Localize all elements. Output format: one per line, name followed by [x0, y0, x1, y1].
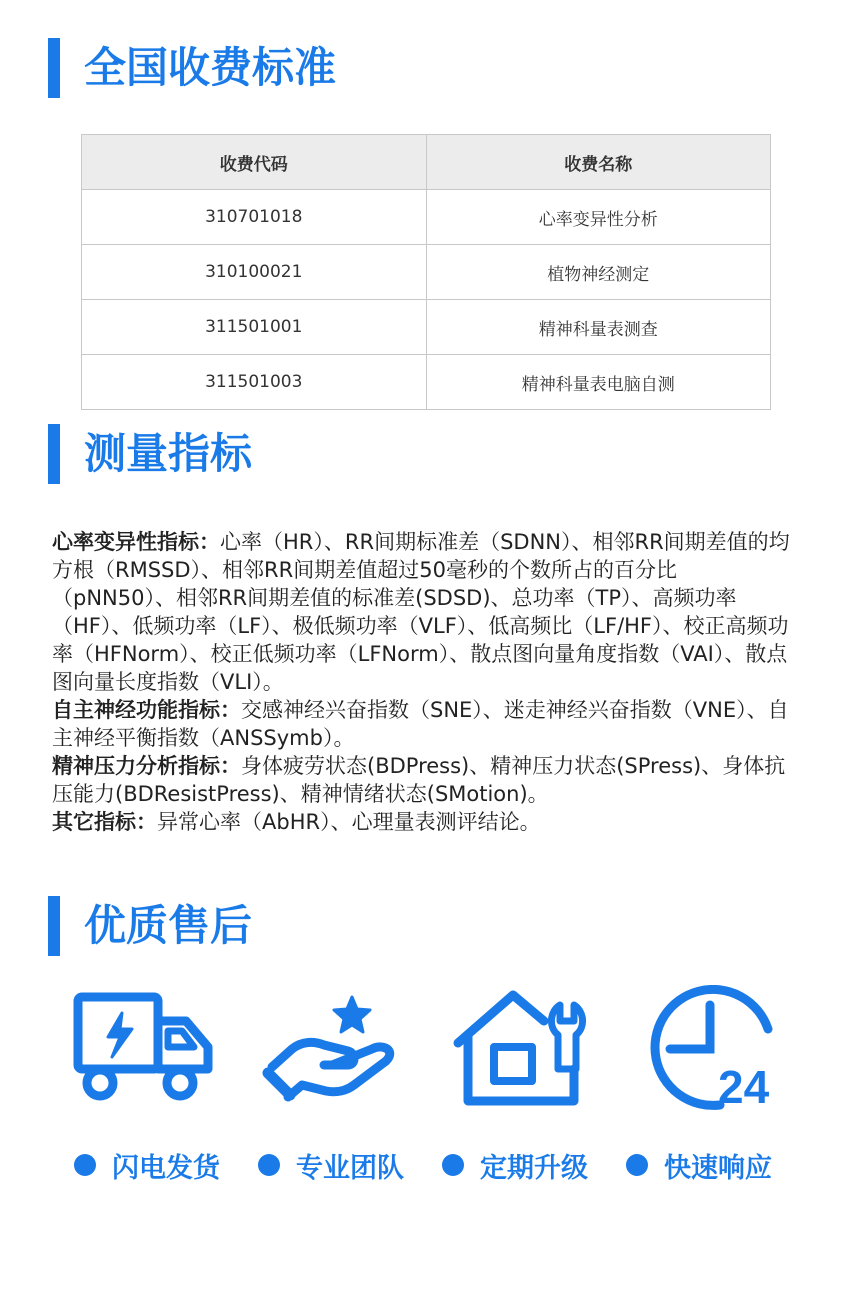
bullet-dot [442, 1154, 464, 1176]
fee-code-cell: 310100021 [82, 245, 427, 300]
indicator-label: 自主神经功能指标： [52, 698, 241, 722]
section-accent-bar [48, 38, 60, 98]
fee-code-cell: 311501003 [82, 355, 427, 410]
section-accent-bar [48, 896, 60, 956]
feature-item-team [258, 1140, 404, 1190]
delivery-truck-icon [68, 985, 218, 1115]
column-header-name: 收费名称 [426, 135, 771, 190]
bullet-dot [74, 1154, 96, 1176]
service-icon-row [0, 985, 860, 1115]
indicator-list [52, 528, 792, 836]
bullet-dot [258, 1154, 280, 1176]
table-row [82, 300, 771, 355]
fee-code-cell: 310701018 [82, 190, 427, 245]
indicator-text: 交感神经兴奋指数（SNE）、迷走神经兴奋指数（VNE）、自主神经平衡指数（ANSSymb）。 [52, 698, 789, 750]
service-feature-row [0, 1140, 860, 1190]
indicator-paragraph [52, 752, 792, 808]
indicator-paragraph [52, 696, 792, 752]
indicator-text: 心率（HR）、RR间期标准差（SDNN）、相邻RR间期差值的均方根（RMSSD）、相邻RR间期差值超过50毫秒的个数所占的百分比（pNN50）、相邻RR间期差值的标准差(SDSD)、总功率（TP）、高频功率（HF）、低频功率（LF）、极低频功率（VLF）、低高频比（LF/HF）、校正高频功率（HFNorm）、校正低频功率（LFNorm）、散点图向量角度指数（VAI）、散点图向量长度指数（VLI）。 [52, 530, 790, 694]
indicator-label: 精神压力分析指标： [52, 754, 241, 778]
table-row [82, 190, 771, 245]
fee-name-cell: 植物神经测定 [426, 245, 771, 300]
indicator-text: 异常心率（AbHR）、心理量表测评结论。 [157, 810, 541, 834]
clock-24-icon [640, 985, 790, 1115]
fee-name-cell: 心率变异性分析 [426, 190, 771, 245]
section-title: 全国收费标准 [84, 43, 337, 92]
hand-star-icon [262, 985, 412, 1115]
indicator-label: 心率变异性指标： [52, 530, 220, 554]
feature-item-delivery [74, 1140, 220, 1190]
fee-name-cell: 精神科量表测查 [426, 300, 771, 355]
column-header-code: 收费代码 [82, 135, 427, 190]
feature-label: 闪电发货 [112, 1152, 220, 1184]
bullet-dot [626, 1154, 648, 1176]
section-title: 测量指标 [84, 429, 253, 478]
feature-label: 专业团队 [296, 1152, 404, 1184]
house-wrench-icon [448, 985, 598, 1115]
section-title: 优质售后 [84, 901, 253, 950]
indicator-label: 其它指标： [52, 810, 157, 834]
feature-item-response [626, 1140, 772, 1190]
fee-code-cell: 311501001 [82, 300, 427, 355]
table-row [82, 245, 771, 300]
feature-item-upgrade [442, 1140, 588, 1190]
indicator-text: 身体疲劳状态(BDPress)、精神压力状态(SPress)、身体抗压能力(BDResistPress)、精神情绪状态(SMotion)。 [52, 754, 786, 806]
indicator-paragraph [52, 528, 792, 696]
indicator-paragraph [52, 808, 792, 836]
feature-label: 快速响应 [664, 1152, 772, 1184]
clock-badge-number: 24 [718, 1061, 770, 1113]
section-accent-bar [48, 424, 60, 484]
feature-label: 定期升级 [480, 1152, 588, 1184]
table-header-row [82, 135, 771, 190]
table-row [82, 355, 771, 410]
fee-table [81, 134, 771, 410]
fee-name-cell: 精神科量表电脑自测 [426, 355, 771, 410]
